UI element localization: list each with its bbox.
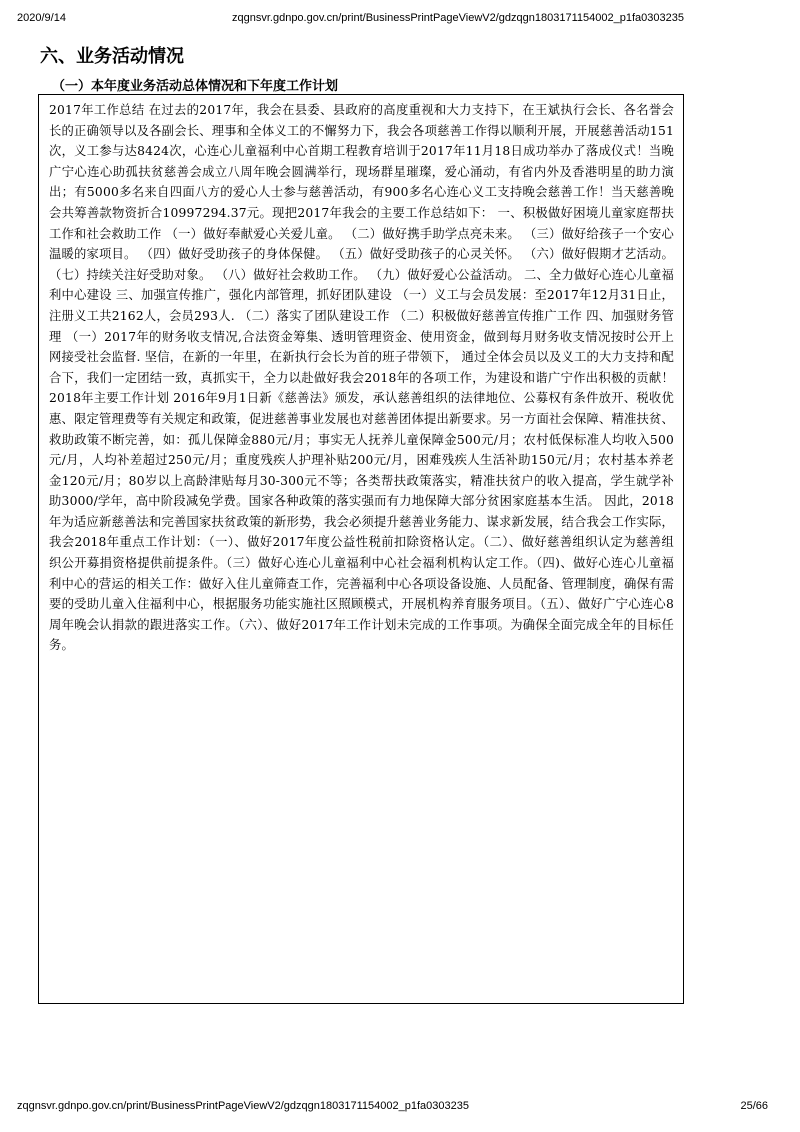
section-title: 六、业务活动情况 xyxy=(40,46,184,67)
print-header-url: zqgnsvr.gdnpo.gov.cn/print/BusinessPrintPageViewV2/gdzqgn1803171154002_p1fa0303235 xyxy=(232,12,684,24)
subsection-title: （一）本年度业务活动总体情况和下年度工作计划 xyxy=(52,79,339,94)
print-footer-url: zqgnsvr.gdnpo.gov.cn/print/BusinessPrintPageViewV2/gdzqgn1803171154002_p1fa0303235 xyxy=(17,1100,469,1112)
activity-summary-text: 2017年工作总结 在过去的2017年，我会在县委、县政府的高度重视和大力支持下，在王斌执行会长、各名誉会长的正确领导以及各副会长、理事和全体义工的不懈努力下，我会各项慈善工作得以顺利开展，开展慈善活动151次，义工参与达8424次，心连心儿童福利中心首期工程教育培训于2017年11月18日成功举办了落成仪式！当晚广宁心连心助孤扶贫慈善会成立八周年晚会圆满举行，现场群星璀璨，爱心涌动，有省内外及香港明星的助力演出；有5000多名来自四面八方的爱心人士参与慈善活动，有900多名心连心义工支持晚会慈善工作！当天慈善晚会共筹善款物资折合10997294.37元。现把2017年我会的主要工作总结如下： 一、积极做好困境儿童家庭帮扶工作和社会救助工作 （一）做好奉献爱心关爱儿童。 （二）做好携手助学点亮未来。 （三）做好给孩子一个安心温暖的家项目。 （四）做好受助孩子的身体保健。 （五）做好受助孩子的心灵关怀。 （六）做好假期才艺活动。 （七）持续关注好受助对象。 （八）做好社会救助工作。 （九）做好爱心公益活动。 二、全力做好心连心儿童福利中心建设 三、加强宣传推广，强化内部管理，抓好团队建设 （一）义工与会员发展：至2017年12月31日止，注册义工共2162人，会员293人. （二）落实了团队建设工作 （二）积极做好慈善宣传推广工作 四、加强财务管理 （一）2017年的财务收支情况,合法资金筹集、透明管理资金、使用资金，做到每月财务收支情况按时公开上网接受社会监督. 坚信，在新的一年里，在新执行会长为首的班子带领下， 通过全体会员以及义工的大力支持和配合下，我们一定团结一致，真抓实干，全力以赴做好我会2018年的各项工作，为建设和谐广宁作出积极的贡献！ 2018年主要工作计划 2016年9月1日新《慈善法》颁发，承认慈善组织的法律地位、公募权有条件放开、税收优惠、限定管理费等有关规定和政策，促进慈善事业发展也对慈善团体提出新要求。另一方面社会保障、精准扶贫、救助政策不断完善，如：孤儿保障金880元/月；事实无人抚养儿童保障金500元/月；农村低保标准人均收入500元/月，人均补差超过250元/月；重度残疾人护理补贴200元/月，困难残疾人生活补助150元/月；农村基本养老金120元/月；80岁以上高龄津贴每月30-300元不等；各类帮扶政策落实，精准扶贫户的收入提高，学生就学补助3000/学年，高中阶段减免学费。国家各种政策的落实强而有力地保障大部分贫困家庭基本生活。 因此，2018年为适应新慈善法和完善国家扶贫政策的新形势，我会必须提升慈善业务能力、谋求新发展，结合我会工作实际，我会2018年重点工作计划：（一）、做好2017年度公益性税前扣除资格认定。（二）、做好慈善组织认定为慈善组织公开募捐资格提供前提条件。（三）做好心连心儿童福利中心社会福利机构认定工作。（四)、做好心连心儿童福利中心的营运的相关工作：做好入住儿童筛查工作，完善福利中心各项设备设施、人员配备、管理制度，确保有需要的受助儿童入住福利中心，根据服务功能实施社区照顾模式，开展机构养育服务项目。（五）、做好广宁心连心8周年晚会认捐款的跟进落实工作。（六）、做好2017年工作计划未完成的工作事项。为确保全面完成全年的目标任务。 xyxy=(49,103,674,653)
page-number: 25/66 xyxy=(740,1100,768,1112)
print-date: 2020/9/14 xyxy=(17,12,66,24)
